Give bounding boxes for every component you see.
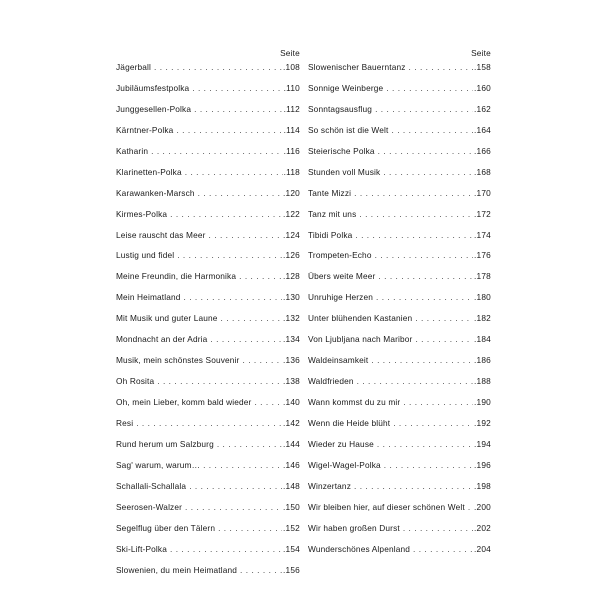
toc-entry [308,60,491,81]
toc-entry [116,269,300,290]
toc-entry [116,416,300,437]
page-number: .158 [474,62,491,72]
page-number: .124 [283,229,300,240]
page-number: .110 [283,82,300,93]
toc-entry [308,228,491,249]
page-number: .118 [283,166,300,177]
dot-leader [210,332,282,346]
toc-entry [308,542,491,563]
song-title: Seerosen-Walzer [116,501,183,512]
page-number: .184 [474,334,491,345]
page-number: .108 [283,62,300,72]
dot-leader [217,437,282,451]
toc-entry [308,186,491,207]
toc-entry [308,144,491,165]
dot-leader [376,290,473,304]
dot-leader [154,60,282,74]
song-title: Musik, mein schönstes Souvenir [116,355,240,366]
toc-entry [116,102,300,123]
page-number: .204 [474,543,491,554]
song-title: Schallali-Schallala [116,480,187,491]
song-title: Ski-Lift-Polka [116,543,167,554]
dot-leader [377,437,473,451]
song-title: Slowenischer Bauerntanz [308,62,406,72]
page-number: .188 [474,376,491,387]
page-number: .126 [283,250,300,261]
toc-entry [116,479,300,500]
page-number: .150 [283,501,300,512]
song-title: Wigel-Wagel-Polka [308,459,381,470]
page-number: .162 [474,103,491,114]
toc-entry [308,290,491,311]
dot-leader [375,248,473,262]
page-number: .140 [283,397,300,407]
song-title: Waldfrieden [308,376,354,387]
song-title: Wir haben großen Durst [308,522,400,533]
song-title: Tibidi Polka [308,229,353,240]
toc-entry [116,311,300,332]
dot-leader [239,269,282,283]
song-title: Trompeten-Echo [308,250,372,261]
toc-entry [116,81,300,102]
dot-leader [415,332,473,346]
song-title: Wann kommst du zu mir [308,397,401,407]
page-number: .122 [283,208,300,219]
page-number: .178 [474,271,491,282]
page-number: .182 [474,313,491,324]
song-title: Mein Heimatland [116,292,181,303]
dot-leader [254,395,282,409]
dot-leader [393,416,473,430]
page-number: .176 [474,250,491,261]
page-column-header: Seite [280,48,300,58]
toc-entry [308,395,491,416]
page-number: .168 [474,166,491,177]
toc-entry [116,207,300,228]
page-number: .152 [283,522,300,533]
song-title: Klarinetten-Polka [116,166,182,177]
page-number: .120 [283,187,300,198]
toc-entry [308,374,491,395]
song-title: Kirmes-Polka [116,208,168,219]
dot-leader [176,123,282,137]
toc-entry [116,60,300,81]
song-title: Sag' warum, warum… [116,459,201,470]
dot-leader [413,542,473,556]
song-title: Slowenien, du mein Heimatland [116,564,238,575]
page-number: .200 [474,501,491,512]
page-number: .142 [283,417,300,428]
toc-entry [116,374,300,395]
page-number: .112 [283,103,300,114]
dot-leader [371,353,473,367]
page-number: .180 [474,292,491,303]
dot-leader [378,144,473,158]
toc-entry [308,458,491,479]
page-number: .138 [283,376,300,387]
page-number: .128 [283,271,300,282]
song-title: Leise rauscht das Meer [116,229,206,240]
song-title: Segelflug über den Tälern [116,522,216,533]
dot-leader [157,374,282,388]
page-number: .144 [283,438,300,449]
dot-leader [170,542,282,556]
toc-entry-list [116,60,300,583]
toc-right-column [308,46,491,563]
dot-leader [383,165,473,179]
page-number: .198 [474,480,491,491]
song-title: Wieder zu Hause [308,438,374,449]
song-title: Lustig und fidel [116,250,175,261]
toc-entry [308,479,491,500]
dot-leader [354,186,473,200]
page-number: .194 [474,438,491,449]
dot-leader [355,228,473,242]
dot-leader [357,374,473,388]
page-number: .154 [283,543,300,554]
page-number: .114 [283,124,300,135]
dot-leader [391,123,473,137]
dot-leader [184,290,283,304]
dot-leader [375,102,473,116]
page-number: .146 [283,459,300,470]
page-number: .202 [474,522,491,533]
toc-entry [116,228,300,249]
dot-leader [185,500,282,514]
song-title: So schön ist die Welt [308,124,389,135]
song-title: Sonnige Weinberge [308,82,384,93]
song-title: Tanz mit uns [308,208,357,219]
song-title: Sonntagsausflug [308,103,373,114]
toc-entry [308,248,491,269]
dot-leader [354,479,473,493]
dot-leader [378,269,473,283]
page-number: .148 [283,480,300,491]
song-title: Waldeinsamkeit [308,355,369,366]
toc-entry [116,123,300,144]
page-number: .164 [474,124,491,135]
page-number: .192 [474,417,491,428]
toc-entry [116,521,300,542]
toc-entry [116,186,300,207]
song-title: Tante Mizzi [308,187,352,198]
page-column-header: Seite [471,48,491,58]
toc-entry [116,290,300,311]
song-title: Kärntner-Polka [116,124,174,135]
page-number: .186 [474,355,491,366]
toc-entry [308,165,491,186]
song-title: Meine Freundin, die Harmonika [116,271,237,282]
dot-leader [198,186,282,200]
toc-left-column [116,46,300,583]
toc-entry [308,353,491,374]
toc-entry [308,311,491,332]
toc-entry [116,144,300,165]
toc-entry [116,248,300,269]
toc-entry [116,500,300,521]
dot-leader [384,458,473,472]
dot-leader [240,563,282,577]
song-title: Oh, mein Lieber, komm bald wieder [116,397,252,407]
song-title: Katharin [116,145,149,156]
dot-leader [218,521,282,535]
toc-entry [116,165,300,186]
song-title: Mondnacht an der Adria [116,334,208,345]
dot-leader [386,81,473,95]
toc-entry [308,521,491,542]
song-title: Oh Rosita [116,376,155,387]
page-number: .156 [283,564,300,575]
page-number: .116 [283,145,300,156]
page-number: .172 [474,208,491,219]
song-title: Unter blühenden Kastanien [308,313,413,324]
dot-leader [151,144,283,158]
toc-entry [308,500,491,521]
toc-entry [116,542,300,563]
toc-entry [308,81,491,102]
song-title: Wunderschönes Alpenland [308,543,411,554]
toc-entry [116,563,300,584]
dot-leader [468,500,473,514]
page-number: .160 [474,82,491,93]
song-title: Jägerball [116,62,152,72]
toc-entry [308,269,491,290]
dot-leader [209,228,283,242]
song-title: Rund herum um Salzburg [116,438,214,449]
song-title: Karawanken-Marsch [116,187,195,198]
toc-entry [308,332,491,353]
song-title: Resi [116,417,134,428]
toc-entry [116,332,300,353]
dot-leader [170,207,282,221]
page-number: .196 [474,459,491,470]
page-number: .130 [283,292,300,303]
dot-leader [221,311,283,325]
song-title: Wir bleiben hier, auf dieser schönen Welt [308,501,465,512]
page-number: .174 [474,229,491,240]
dot-leader [136,416,282,430]
toc-entry-list [308,60,491,563]
page-number: .134 [283,334,300,345]
toc-entry [116,395,300,416]
song-title: Junggesellen-Polka [116,103,192,114]
dot-leader [403,521,473,535]
page-number: .132 [283,313,300,324]
toc-entry [308,416,491,437]
dot-leader [415,311,473,325]
song-title: Übers weite Meer [308,271,376,282]
toc-entry [308,207,491,228]
dot-leader [189,479,282,493]
dot-leader [203,458,282,472]
song-title: Stunden voll Musik [308,166,381,177]
song-title: Von Ljubljana nach Maribor [308,334,413,345]
song-title: Jubiläumsfestpolka [116,82,190,93]
dot-leader [185,165,283,179]
dot-leader [177,248,282,262]
page-number: .136 [283,355,300,366]
song-title: Mit Musik und guter Laune [116,313,218,324]
dot-leader [403,395,473,409]
song-title: Unruhige Herzen [308,292,373,303]
toc-entry [308,102,491,123]
dot-leader [242,353,282,367]
page-number: .166 [474,145,491,156]
dot-leader [359,207,473,221]
song-title: Steierische Polka [308,145,375,156]
toc-entry [116,437,300,458]
dot-leader [192,81,282,95]
page-number: .190 [474,397,491,407]
toc-entry [308,123,491,144]
song-title: Winzertanz [308,480,351,491]
dot-leader [194,102,283,116]
song-title: Wenn die Heide blüht [308,417,391,428]
toc-entry [116,353,300,374]
dot-leader [409,60,474,74]
toc-entry [308,437,491,458]
toc-entry [116,458,300,479]
page-number: .170 [474,187,491,198]
